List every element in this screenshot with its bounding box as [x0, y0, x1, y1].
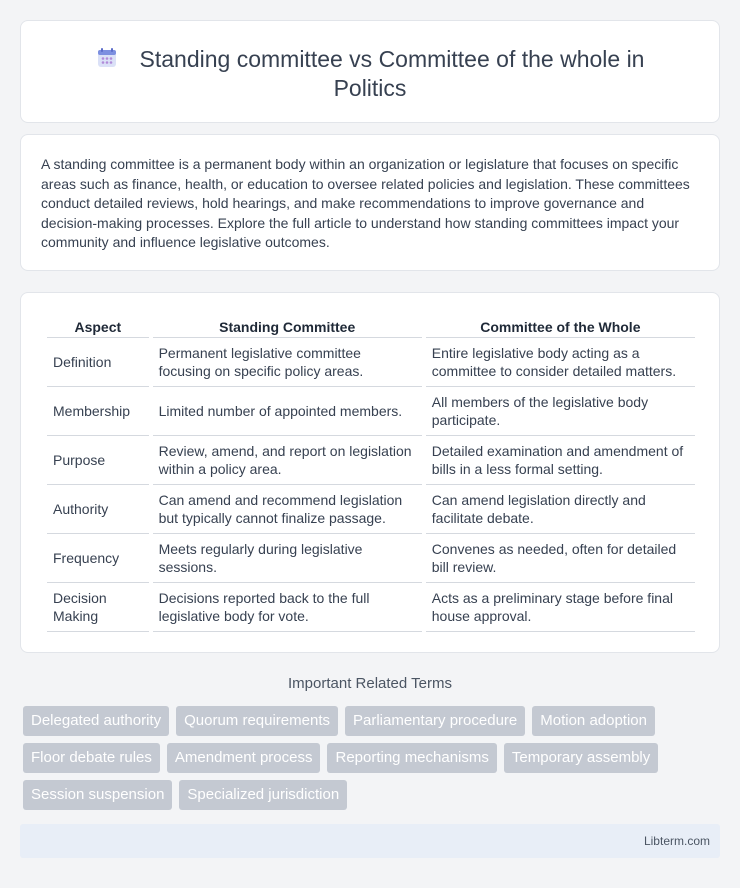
header-standing-committee: Standing Committee — [153, 313, 422, 338]
comparison-table — [43, 313, 699, 632]
footer — [20, 824, 720, 858]
row-whole-value: Can amend legislation directly and facilitate debate. — [426, 485, 695, 534]
row-standing-value: Decisions reported back to the full legislative body for vote. — [153, 583, 422, 632]
tag-session-suspension[interactable]: Session suspension — [23, 780, 172, 810]
row-aspect: Frequency — [47, 534, 149, 583]
row-whole-value: All members of the legislative body participate. — [426, 387, 695, 436]
page-title: Standing committee vs Committee of the whole in Politics — [139, 46, 645, 101]
row-whole-value: Acts as a preliminary stage before final house approval. — [426, 583, 695, 632]
table-row — [47, 534, 695, 583]
tag-quorum-requirements[interactable]: Quorum requirements — [176, 706, 338, 736]
related-terms-list — [23, 706, 723, 810]
row-standing-value: Limited number of appointed members. — [153, 387, 422, 436]
table-row — [47, 485, 695, 534]
table-row — [47, 338, 695, 387]
row-aspect: Authority — [47, 485, 149, 534]
related-terms-title: Important Related Terms — [288, 675, 452, 692]
tag-reporting-mechanisms[interactable]: Reporting mechanisms — [327, 743, 496, 773]
tag-delegated-authority[interactable]: Delegated authority — [23, 706, 169, 736]
intro-paragraph: A standing committee is a permanent body within an organization or legislature that focuses on specific areas such as finance, health, or education to oversee related policies and legislation. These committees conduct detailed reviews, hold hearings, and make recommendations to improve governance and decision-making processes. Explore the full article to understand how standing committees impact your community and influence legislative outcomes. — [41, 156, 690, 251]
header-aspect: Aspect — [47, 313, 149, 338]
row-aspect: Decision Making — [47, 583, 149, 632]
header-committee-of-the-whole: Committee of the Whole — [426, 313, 695, 338]
tag-temporary-assembly[interactable]: Temporary assembly — [504, 743, 658, 773]
tag-motion-adoption[interactable]: Motion adoption — [532, 706, 655, 736]
row-aspect: Purpose — [47, 436, 149, 485]
row-whole-value: Convenes as needed, often for detailed bill review. — [426, 534, 695, 583]
row-standing-value: Meets regularly during legislative sessions. — [153, 534, 422, 583]
table-row — [47, 583, 695, 632]
table-header-row — [47, 313, 695, 338]
tag-amendment-process[interactable]: Amendment process — [167, 743, 321, 773]
row-aspect: Membership — [47, 387, 149, 436]
table-row — [47, 387, 695, 436]
page-title-wrap — [61, 45, 679, 103]
row-aspect: Definition — [47, 338, 149, 387]
calendar-icon — [96, 47, 118, 69]
comparison-card — [20, 292, 720, 653]
row-standing-value: Review, amend, and report on legislation within a policy area. — [153, 436, 422, 485]
table-row — [47, 436, 695, 485]
tag-specialized-jurisdiction[interactable]: Specialized jurisdiction — [179, 780, 347, 810]
row-whole-value: Entire legislative body acting as a committee to consider detailed matters. — [426, 338, 695, 387]
tag-floor-debate-rules[interactable]: Floor debate rules — [23, 743, 160, 773]
tag-parliamentary-procedure[interactable]: Parliamentary procedure — [345, 706, 525, 736]
header-card — [20, 20, 720, 123]
row-standing-value: Permanent legislative committee focusing on specific policy areas. — [153, 338, 422, 387]
row-whole-value: Detailed examination and amendment of bills in a less formal setting. — [426, 436, 695, 485]
row-standing-value: Can amend and recommend legislation but typically cannot finalize passage. — [153, 485, 422, 534]
footer-site-link[interactable]: Libterm.com — [643, 834, 710, 848]
intro-card — [20, 134, 720, 271]
